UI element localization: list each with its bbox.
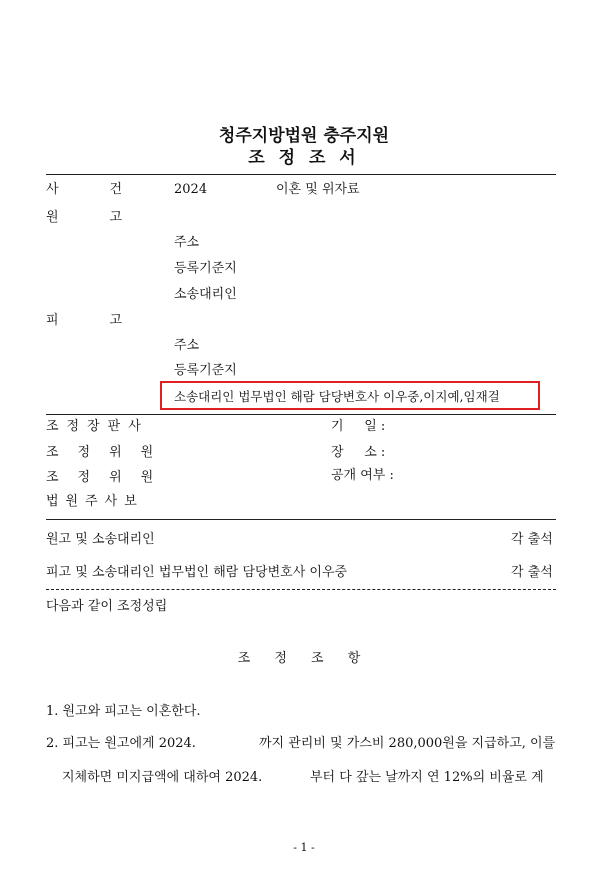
public-label: 공개 여부 : bbox=[331, 468, 394, 483]
plaintiff-address-label: 주소 bbox=[174, 235, 200, 250]
judge-label-text: 조정장판사 bbox=[46, 419, 149, 434]
attendance-status-1: 각 출석 bbox=[511, 532, 553, 547]
page-number: - 1 - bbox=[293, 841, 315, 854]
case-label-char: 건 bbox=[109, 182, 122, 197]
defendant-agent-line: 소송대리인 법무법인 해람 담당변호사 이우중,이지예,임재걸 bbox=[174, 389, 500, 404]
attendance-party-2: 피고 및 소송대리인 법무법인 해람 담당변호사 이우중 bbox=[46, 565, 348, 580]
defendant-label bbox=[46, 313, 122, 329]
clause-2-line1-start: 2. 피고는 원고에게 2024. bbox=[46, 736, 196, 751]
case-label bbox=[46, 182, 122, 198]
mediator-label-2: 조정위원 bbox=[46, 470, 173, 485]
plaintiff-label-char: 고 bbox=[109, 210, 122, 225]
mediator-label-1: 조정위원 bbox=[46, 445, 173, 460]
plaintiff-label bbox=[46, 210, 122, 226]
case-label-char: 사 bbox=[46, 182, 59, 197]
header-divider bbox=[46, 174, 556, 175]
case-number: 2024 bbox=[174, 182, 208, 197]
clerk-label: 법원주사보 bbox=[46, 494, 144, 509]
intro-text: 다음과 같이 조정성립 bbox=[46, 599, 168, 614]
judge-label bbox=[46, 419, 149, 435]
defendant-registry-label: 등록기준지 bbox=[174, 363, 237, 378]
parties-divider bbox=[46, 414, 556, 415]
plaintiff-label-char: 원 bbox=[46, 210, 59, 225]
plaintiff-agent-label: 소송대리인 bbox=[174, 287, 237, 302]
officials-divider bbox=[46, 519, 556, 520]
section-title: 조 정 조 항 bbox=[237, 651, 371, 666]
attendance-party-1: 원고 및 소송대리인 bbox=[46, 532, 155, 547]
plaintiff-registry-label: 등록기준지 bbox=[174, 261, 237, 276]
place-label: 장 소 : bbox=[331, 445, 386, 460]
dashed-divider bbox=[46, 589, 556, 590]
defendant-label-char: 고 bbox=[109, 313, 122, 328]
court-name: 청주지방법원 충주지원 bbox=[218, 126, 390, 146]
defendant-address-label: 주소 bbox=[174, 338, 200, 353]
clause-1: 1. 원고와 피고는 이혼한다. bbox=[46, 704, 201, 719]
attendance-status-2: 각 출석 bbox=[511, 565, 553, 580]
defendant-label-char: 피 bbox=[46, 313, 59, 328]
case-name: 이혼 및 위자료 bbox=[276, 182, 360, 197]
clause-2-line2-start: 지체하면 미지급액에 대하여 2024. bbox=[62, 770, 263, 785]
date-label: 기 일 : bbox=[331, 419, 386, 434]
clause-2-line1-end: 까지 관리비 및 가스비 280,000원을 지급하고, 이를 bbox=[259, 736, 556, 751]
clause-2-line2-end: 부터 다 갚는 날까지 연 12%의 비율로 계 bbox=[310, 770, 544, 785]
document-title: 조 정 조 서 bbox=[248, 148, 360, 168]
